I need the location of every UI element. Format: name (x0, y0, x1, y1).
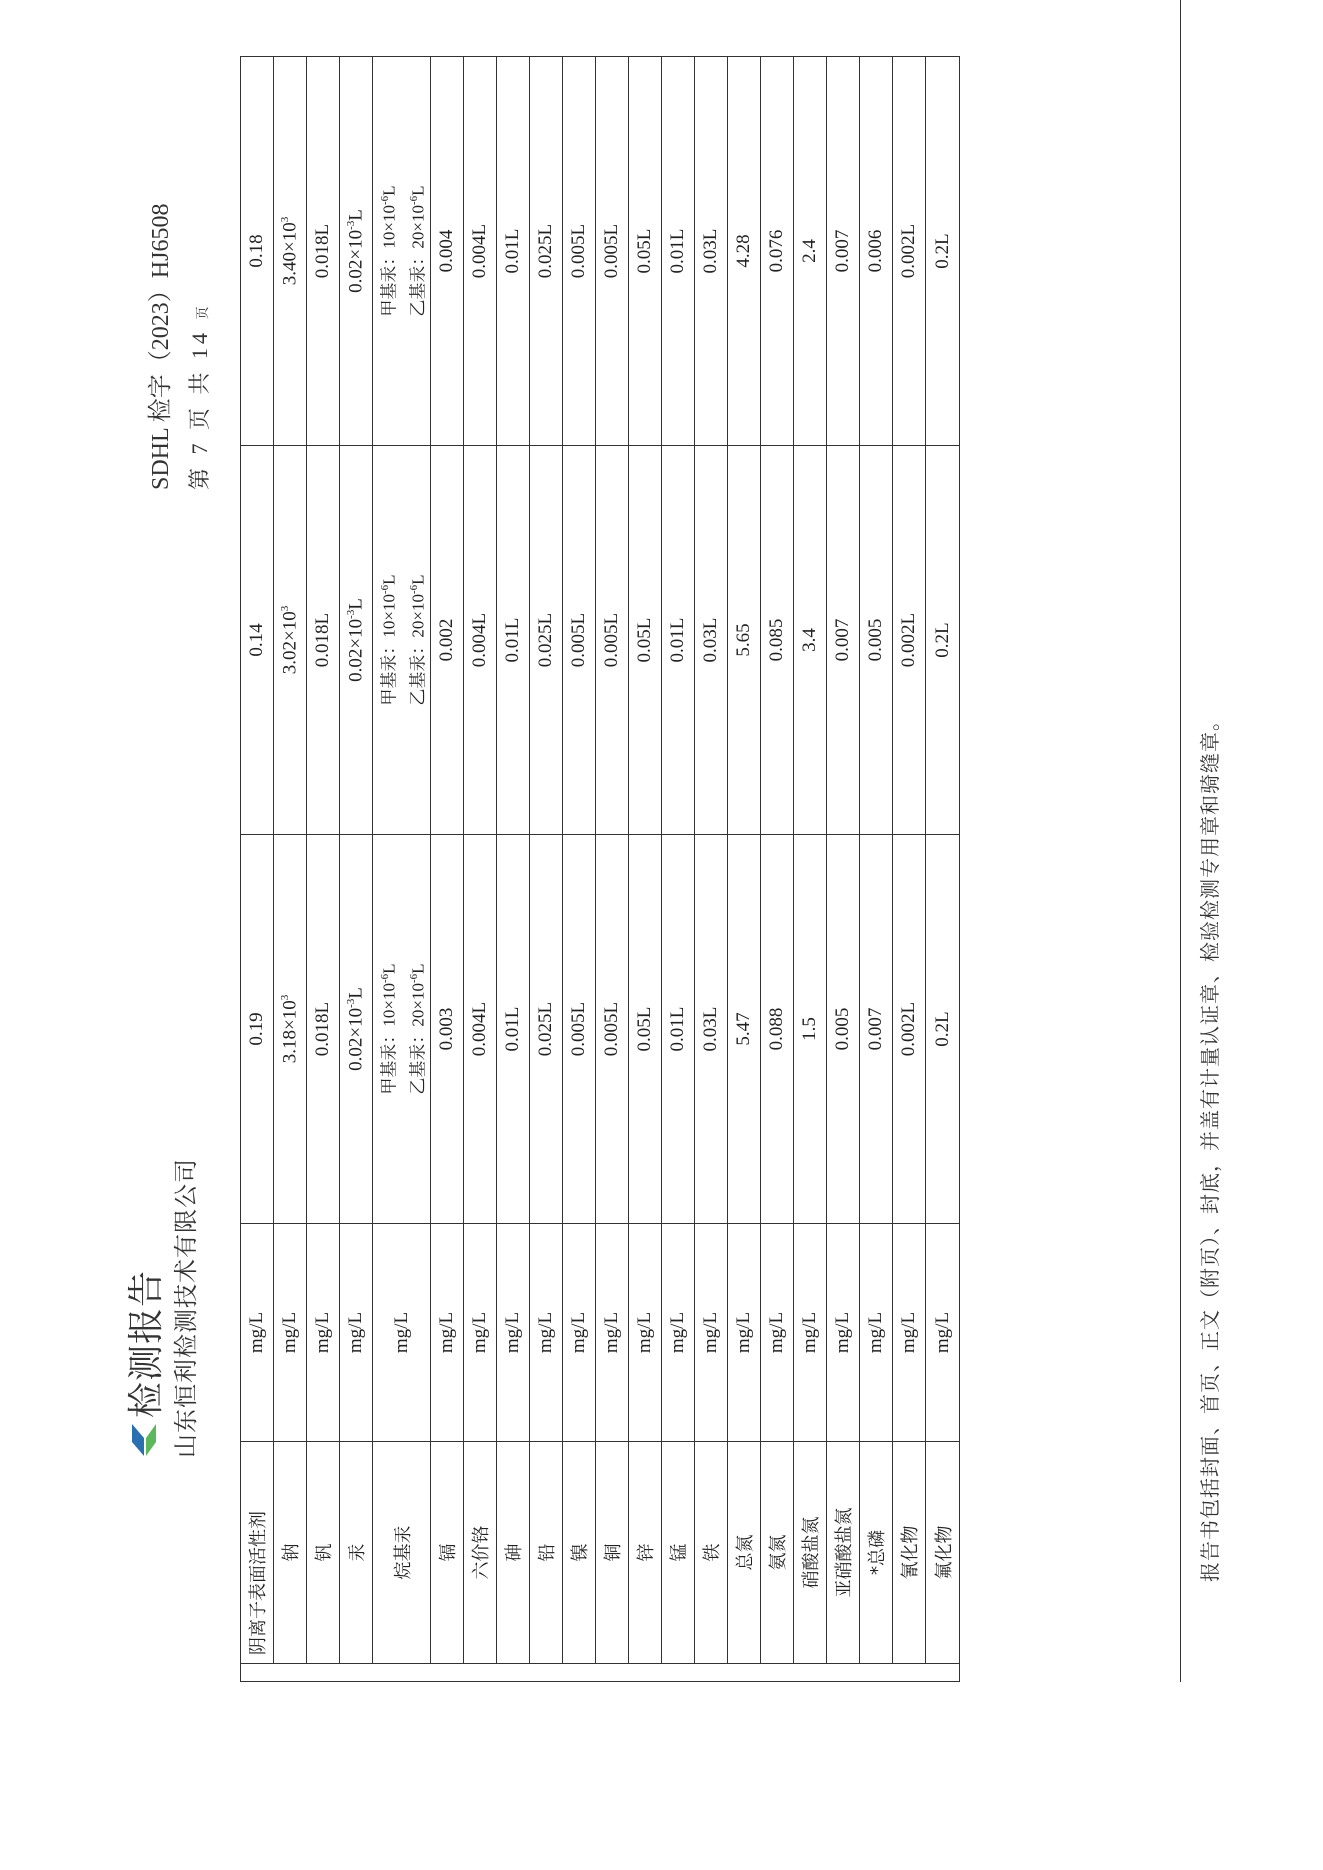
item-name-cell: 铅 (530, 1442, 563, 1664)
table-row (695, 57, 728, 1682)
unit-cell: mg/L (695, 1224, 728, 1442)
result-cell-1: 0.03L (695, 835, 728, 1224)
table-row (926, 57, 960, 1682)
result-cell-3: 0.05L (629, 57, 662, 446)
unit-cell: mg/L (340, 1224, 373, 1442)
result-cell-2: 3.4 (794, 446, 827, 835)
result-cell-1: 0.003 (431, 835, 464, 1224)
result-cell-2: 5.65 (728, 446, 761, 835)
table-row (794, 57, 827, 1682)
result-cell-1: 0.007 (860, 835, 893, 1224)
result-cell-3: 4.28 (728, 57, 761, 446)
item-name-cell: 锰 (662, 1442, 695, 1664)
item-name-cell: 铁 (695, 1442, 728, 1664)
result-cell-2: 0.005 (860, 446, 893, 835)
item-name-cell: 锌 (629, 1442, 662, 1664)
result-cell-2: 0.005L (596, 446, 629, 835)
table-row (497, 57, 530, 1682)
item-name-cell: 氟化物 (926, 1442, 960, 1664)
item-name-cell: 钠 (274, 1442, 307, 1664)
result-cell-3: 0.025L (530, 57, 563, 446)
unit-cell: mg/L (827, 1224, 860, 1442)
item-name-cell: 汞 (340, 1442, 373, 1664)
result-cell-2 (373, 446, 431, 835)
left-margin-cell (241, 1664, 960, 1682)
result-cell-2: $3.02\times 10^3$ (274, 446, 307, 835)
ethylmercury-line: 乙基汞：$20\times 10^{-6}L$ (407, 963, 428, 1095)
result-cell-1: 0.05L (629, 835, 662, 1224)
item-name-cell: 总氮 (728, 1442, 761, 1664)
company-name: 山东恒利检测技术有限公司 (172, 1158, 200, 1458)
methylmercury-line: 甲基汞：$10\times 10^{-6}L$ (379, 185, 399, 317)
result-cell-1: $3.18\times 10^3$ (274, 835, 307, 1224)
result-cell-2: 0.05L (629, 446, 662, 835)
table-row (893, 57, 926, 1682)
table-row (761, 57, 794, 1682)
footer-divider (1180, 0, 1181, 1682)
report-header-logo (118, 1270, 169, 1458)
page-suffix: 页 (195, 306, 210, 320)
result-cell-1: 0.01L (662, 835, 695, 1224)
result-cell-3: 0.01L (497, 57, 530, 446)
item-name-cell: 阴离子表面活性剂 (241, 1442, 274, 1664)
unit-cell: mg/L (274, 1224, 307, 1442)
result-cell-2: 0.03L (695, 446, 728, 835)
item-name-cell: 铜 (596, 1442, 629, 1664)
unit-cell: mg/L (307, 1224, 340, 1442)
result-cell-1: 0.088 (761, 835, 794, 1224)
report-title: 检测报告 (126, 1269, 167, 1418)
table-row (274, 57, 307, 1682)
item-name-cell: *总磷 (860, 1442, 893, 1664)
item-name-cell: 砷 (497, 1442, 530, 1664)
result-cell-3: 0.076 (761, 57, 794, 446)
unit-cell: mg/L (563, 1224, 596, 1442)
table-row (662, 57, 695, 1682)
result-cell-2: 0.005L (563, 446, 596, 835)
unit-cell: mg/L (794, 1224, 827, 1442)
item-name-cell: 六价铬 (464, 1442, 497, 1664)
result-cell-3: 0.006 (860, 57, 893, 446)
result-cell-1: 0.2L (926, 835, 960, 1224)
unit-cell: mg/L (596, 1224, 629, 1442)
unit-cell: mg/L (761, 1224, 794, 1442)
report-number: SDHL 检字（2023）HJ6508 (148, 203, 174, 490)
result-cell-2: 0.004L (464, 446, 497, 835)
unit-cell: mg/L (241, 1224, 274, 1442)
result-cell-3: 0.18 (241, 57, 274, 446)
unit-cell: mg/L (926, 1224, 960, 1442)
result-cell-1: 0.005 (827, 835, 860, 1224)
table-row (373, 57, 431, 1682)
table-row (530, 57, 563, 1682)
report-meta (140, 204, 214, 490)
item-name-cell: 烷基汞 (373, 1442, 431, 1664)
table-row (827, 57, 860, 1682)
unit-cell: mg/L (728, 1224, 761, 1442)
ethylmercury-line: 乙基汞：$20\times 10^{-6}L$ (407, 185, 428, 317)
table-row (307, 57, 340, 1682)
unit-cell: mg/L (629, 1224, 662, 1442)
table-row (431, 57, 464, 1682)
unit-cell: mg/L (662, 1224, 695, 1442)
result-cell-3: 0.005L (596, 57, 629, 446)
unit-cell: mg/L (497, 1224, 530, 1442)
item-name-cell: 硝酸盐氮 (794, 1442, 827, 1664)
item-name-cell: 亚硝酸盐氮 (827, 1442, 860, 1664)
result-cell-2: 0.01L (662, 446, 695, 835)
item-name-cell: 氰化物 (893, 1442, 926, 1664)
table-row (728, 57, 761, 1682)
item-name-cell: 钒 (307, 1442, 340, 1664)
page-info (183, 204, 214, 490)
methylmercury-line: 甲基汞：$10\times 10^{-6}L$ (379, 963, 399, 1095)
result-cell-1: 0.005L (596, 835, 629, 1224)
result-cell-2: 0.2L (926, 446, 960, 835)
unit-cell: mg/L (860, 1224, 893, 1442)
company-logo-icon (130, 1422, 158, 1458)
result-cell-1: 0.01L (497, 835, 530, 1224)
result-cell-2: 0.002L (893, 446, 926, 835)
ethylmercury-line: 乙基汞：$20\times 10^{-6}L$ (407, 574, 428, 706)
result-cell-3: 0.002L (893, 57, 926, 446)
result-cell-1: 0.19 (241, 835, 274, 1224)
result-cell-2: 0.025L (530, 446, 563, 835)
page-number: 第 7 页 共 14 (187, 319, 212, 490)
item-name-cell: 镍 (563, 1442, 596, 1664)
result-cell-3: 0.018L (307, 57, 340, 446)
result-cell-2: 0.14 (241, 446, 274, 835)
result-cell-2: 0.002 (431, 446, 464, 835)
unit-cell: mg/L (464, 1224, 497, 1442)
results-table (240, 56, 960, 1682)
result-cell-3: $3.40\times 10^3$ (274, 57, 307, 446)
result-cell-3: 0.004 (431, 57, 464, 446)
footer-note: 报告书包括封面、首页、正文（附页）、封底，并盖有计量认证章、检验检测专用章和骑缝章。 (1198, 710, 1222, 1582)
result-cell-3: 0.03L (695, 57, 728, 446)
result-cell-1: 0.018L (307, 835, 340, 1224)
unit-cell: mg/L (893, 1224, 926, 1442)
result-cell-3: 0.005L (563, 57, 596, 446)
result-cell-2: 0.007 (827, 446, 860, 835)
result-cell-3 (373, 57, 431, 446)
result-cell-1: 1.5 (794, 835, 827, 1224)
result-cell-3: 0.007 (827, 57, 860, 446)
result-cell-2: 0.018L (307, 446, 340, 835)
result-cell-2: $0.02\times 10^{-3}L$ (340, 446, 373, 835)
table-row (860, 57, 893, 1682)
result-cell-1: 5.47 (728, 835, 761, 1224)
table-row (241, 57, 274, 1682)
item-name-cell: 镉 (431, 1442, 464, 1664)
result-cell-1: $0.02\times 10^{-3}L$ (340, 835, 373, 1224)
result-cell-3: 0.01L (662, 57, 695, 446)
unit-cell: mg/L (373, 1224, 431, 1442)
result-cell-1 (373, 835, 431, 1224)
table-row (596, 57, 629, 1682)
result-cell-1: 0.025L (530, 835, 563, 1224)
item-name-cell: 氨氮 (761, 1442, 794, 1664)
table-row (340, 57, 373, 1682)
result-cell-3: 2.4 (794, 57, 827, 446)
table-row (563, 57, 596, 1682)
unit-cell: mg/L (431, 1224, 464, 1442)
result-cell-2: 0.085 (761, 446, 794, 835)
result-cell-2: 0.01L (497, 446, 530, 835)
unit-cell: mg/L (530, 1224, 563, 1442)
results-table-wrapper (240, 57, 960, 1682)
methylmercury-line: 甲基汞：$10\times 10^{-6}L$ (379, 574, 399, 706)
result-cell-1: 0.002L (893, 835, 926, 1224)
result-cell-1: 0.005L (563, 835, 596, 1224)
result-cell-1: 0.004L (464, 835, 497, 1224)
result-cell-3: $0.02\times 10^{-3}L$ (340, 57, 373, 446)
table-row (464, 57, 497, 1682)
result-cell-3: 0.004L (464, 57, 497, 446)
result-cell-3: 0.2L (926, 57, 960, 446)
table-row (629, 57, 662, 1682)
